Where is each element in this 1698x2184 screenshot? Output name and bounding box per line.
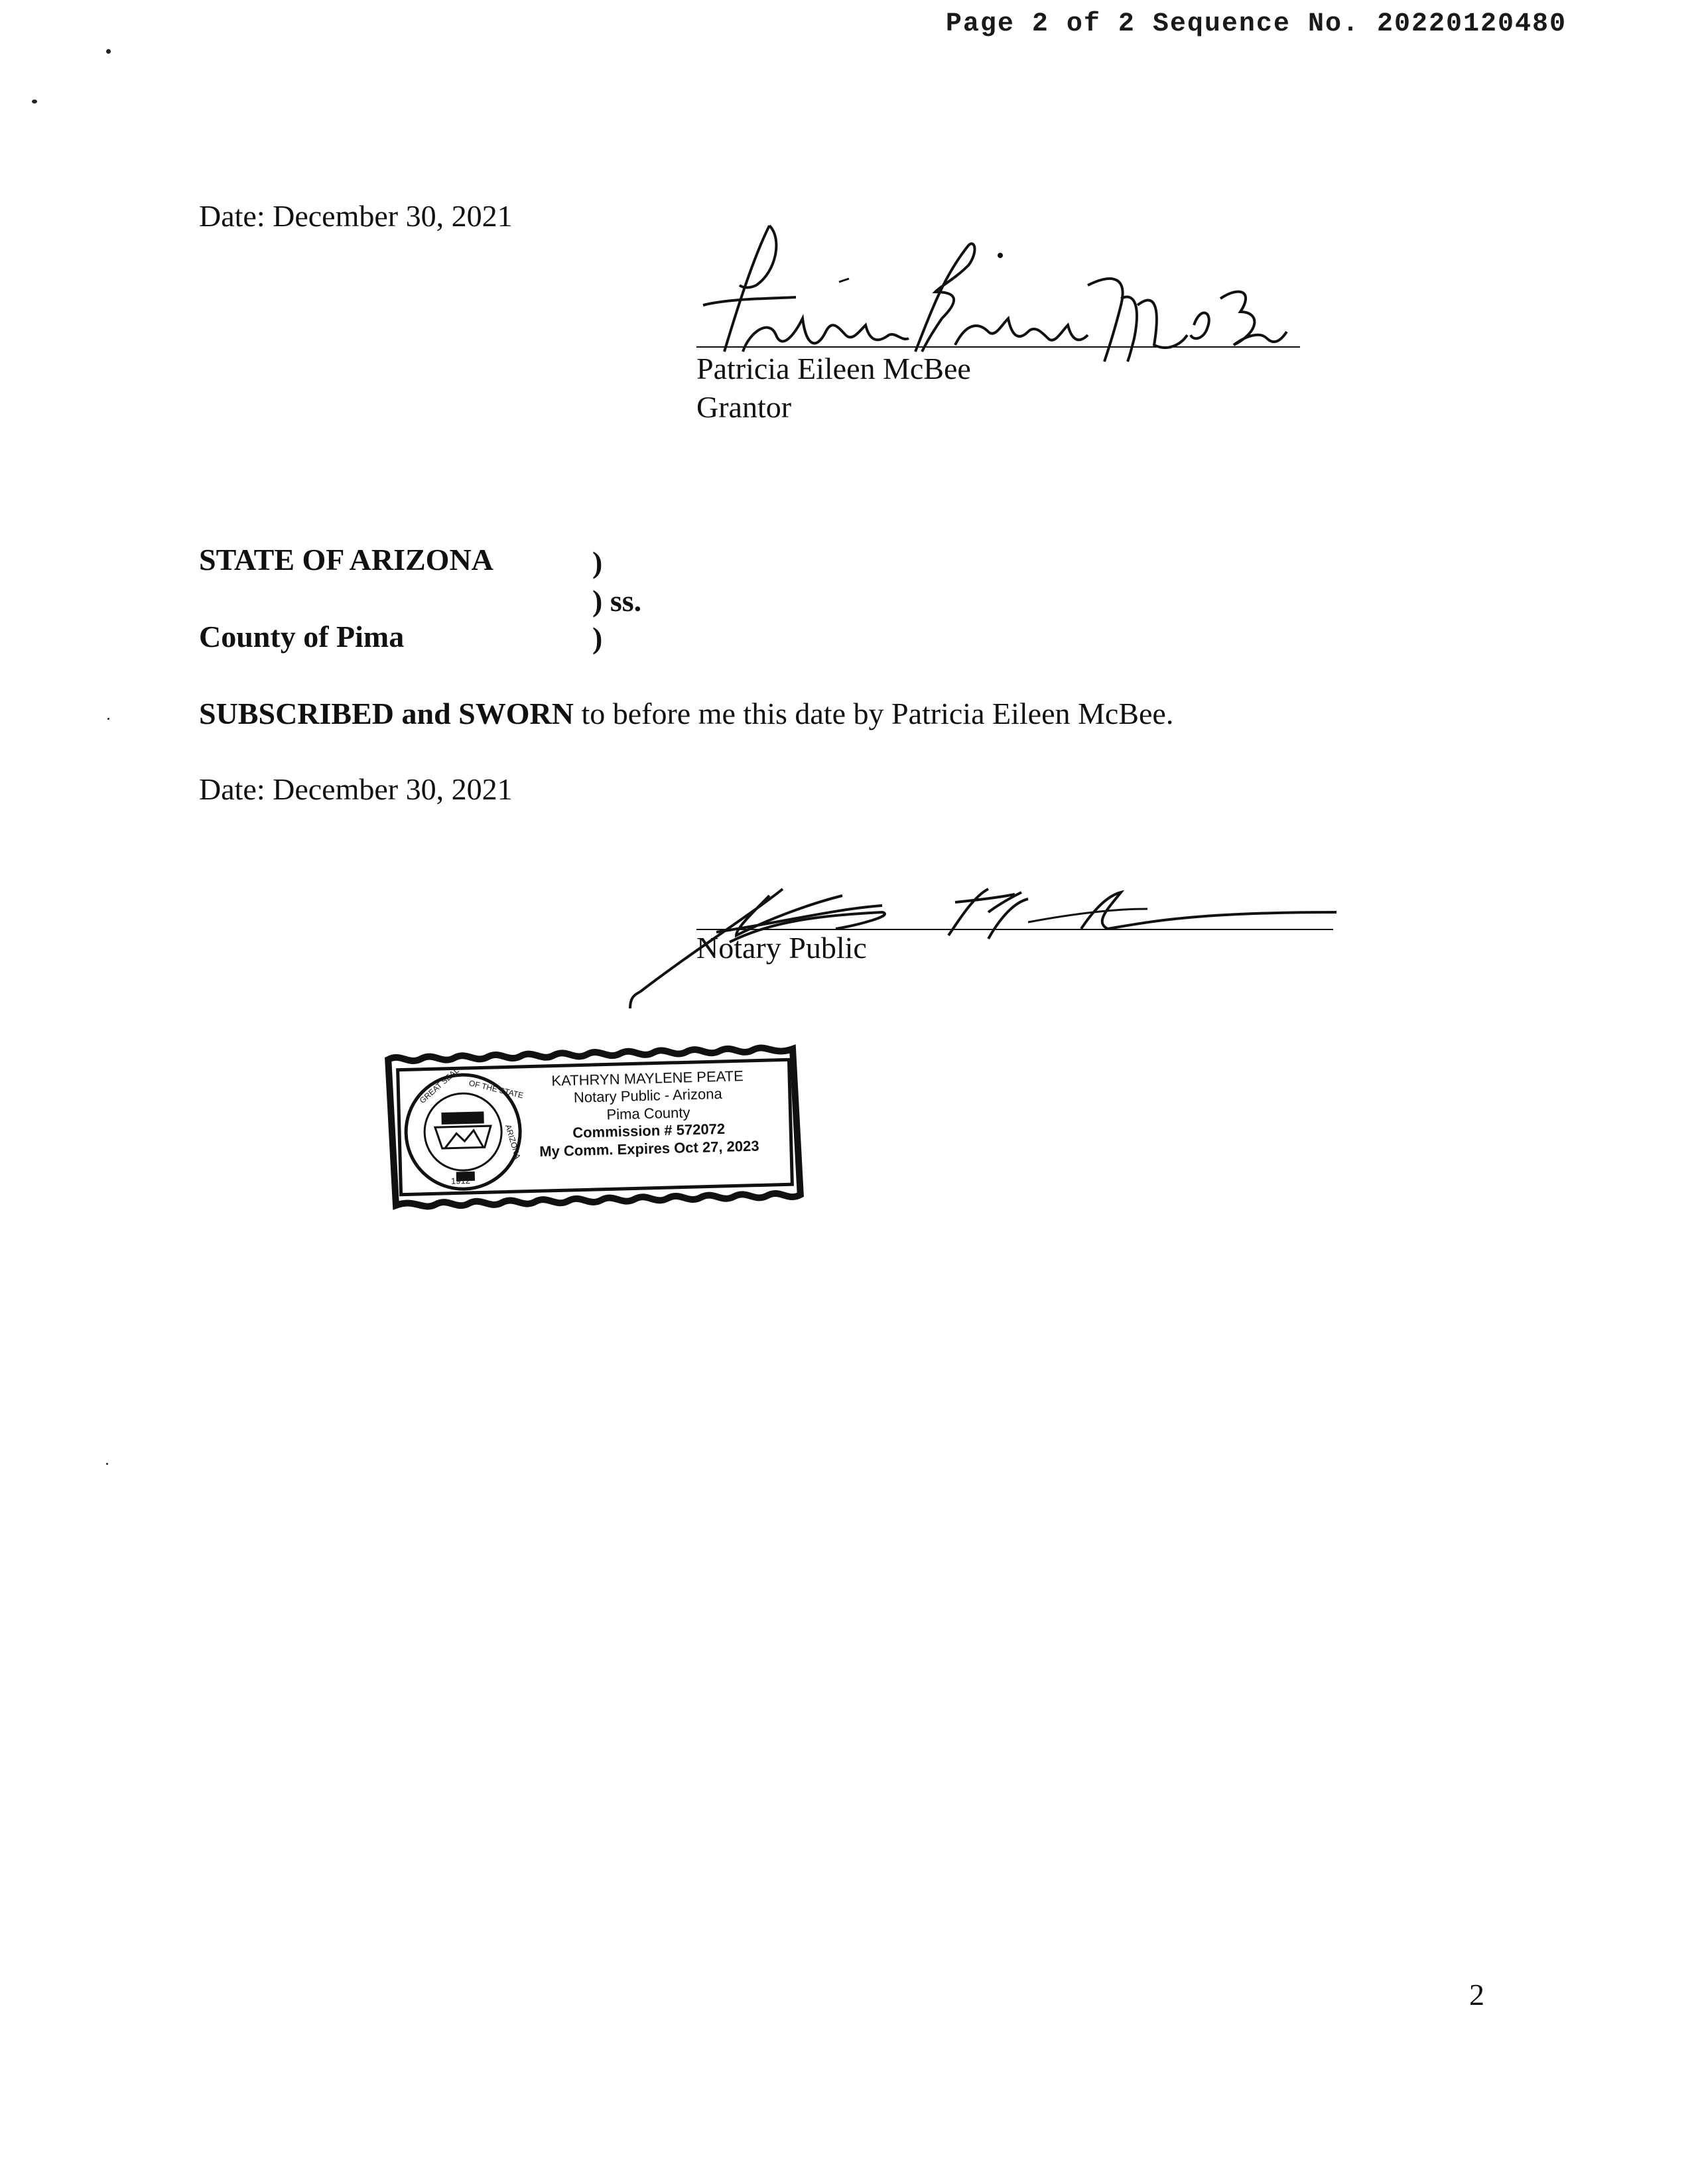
scan-speck (106, 1463, 108, 1465)
notary-stamp (381, 1040, 807, 1215)
grantor-date: Date: December 30, 2021 (199, 199, 513, 233)
grantor-title: Grantor (696, 390, 792, 424)
stamp-county: Pima County (606, 1103, 690, 1123)
stamp-expiration: My Comm. Expires Oct 27, 2023 (539, 1137, 759, 1160)
jurat-date: Date: December 30, 2021 (199, 772, 513, 806)
stamp-commission: Commission # 572072 (572, 1121, 726, 1142)
page-number: 2 (1469, 1978, 1484, 2012)
venue-state: STATE OF ARIZONA (199, 543, 493, 577)
stamp-notary-name: KATHRYN MAYLENE PEATE (551, 1067, 744, 1089)
stamp-notary-title: Notary Public - Arizona (573, 1085, 722, 1107)
venue-paren-3: ) (592, 621, 603, 655)
jurat-statement (199, 697, 1173, 732)
scan-speck (32, 100, 37, 103)
scan-speck (107, 718, 109, 720)
notary-caption: Notary Public (696, 931, 867, 965)
grantor-name: Patricia Eileen McBee (696, 352, 971, 385)
svg-text:GREAT SEAL: GREAT SEAL (417, 1065, 461, 1106)
venue-paren-1: ) (592, 545, 603, 579)
sequence-header: Page 2 of 2 Sequence No. 20220120480 (945, 9, 1567, 39)
stamp-text (515, 1067, 782, 1161)
scan-speck (106, 49, 111, 54)
jurat-lead: SUBSCRIBED and SWORN (199, 697, 574, 730)
jurat-rest: to before me this date by Patricia Eileen McBee. (573, 697, 1174, 730)
venue-paren-ss: ) ss. (592, 584, 642, 618)
svg-text:1912: 1912 (450, 1175, 471, 1186)
notary-signature-line (696, 929, 1333, 930)
svg-text:ARIZONA: ARIZONA (503, 1123, 523, 1160)
svg-text:OF THE STATE: OF THE STATE (468, 1078, 525, 1101)
venue-county: County of Pima (199, 620, 405, 653)
grantor-signature-line (696, 346, 1300, 348)
